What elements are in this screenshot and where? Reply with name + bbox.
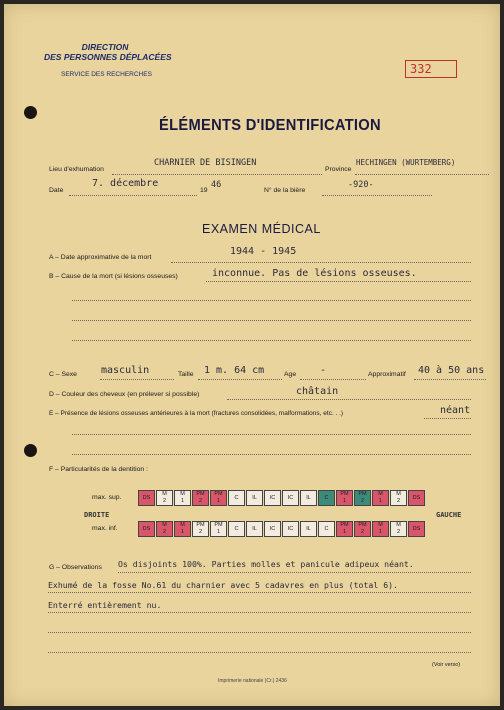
tooth-cell xyxy=(318,490,335,506)
tooth-label: IC xyxy=(269,494,276,501)
dotted-line xyxy=(206,281,471,282)
tooth-cell xyxy=(408,521,425,537)
tooth-cell xyxy=(354,521,371,537)
taille-value: 1 m. 64 cm xyxy=(204,365,265,376)
field-a-label: A – Date approximative de la mort xyxy=(49,254,152,261)
province-label: Province xyxy=(325,166,352,173)
dotted-line xyxy=(72,320,471,321)
tooth-label: PM xyxy=(340,491,349,497)
tooth-label: DS xyxy=(142,494,151,501)
tooth-cell xyxy=(390,521,407,537)
biere-value: -920- xyxy=(348,180,374,190)
printer-mark: Imprimerie nationale (Cr.) 2436 xyxy=(218,678,287,684)
field-c-label: C – Sexe xyxy=(49,371,77,378)
tooth-number: 1 xyxy=(342,498,347,504)
tooth-label: M xyxy=(378,491,383,497)
voir-verso: (Voir verso) xyxy=(432,662,461,668)
tooth-cell xyxy=(264,521,281,537)
tooth-label: M xyxy=(162,522,167,528)
taille-label: Taille xyxy=(178,371,194,378)
tooth-cell xyxy=(390,490,407,506)
tooth-number: 2 xyxy=(360,498,365,504)
section-title: EXAMEN MÉDICAL xyxy=(202,222,321,236)
tooth-cell xyxy=(156,490,173,506)
tooth-cell xyxy=(138,490,155,506)
tooth-cell xyxy=(282,490,299,506)
field-b-label: B – Cause de la mort (si lésions osseuses) xyxy=(49,273,178,280)
tooth-number: 2 xyxy=(396,498,401,504)
dotted-line xyxy=(112,174,322,175)
field-g-label: G – Observations xyxy=(49,564,102,571)
dotted-line xyxy=(72,434,471,435)
dotted-line xyxy=(72,340,471,341)
tooth-label: IC xyxy=(269,525,276,532)
gauche-label: GAUCHE xyxy=(436,511,462,519)
tooth-number: 1 xyxy=(216,529,221,535)
tooth-label: PM xyxy=(196,491,205,497)
field-e-value: néant xyxy=(440,405,471,416)
field-e-label: E – Présence de lésions osseuses antérieures à la mort (fractures consolidées, malformations, etc. . .) xyxy=(49,410,344,417)
dotted-line xyxy=(48,592,471,593)
tooth-cell xyxy=(156,521,173,537)
tooth-cell xyxy=(228,521,245,537)
header-department: DES PERSONNES DÉPLACÉES xyxy=(44,52,172,62)
tooth-number: 2 xyxy=(198,529,203,535)
tooth-cell xyxy=(174,490,191,506)
tooth-label: IL xyxy=(252,525,257,532)
max-inf-label: max. inf. xyxy=(92,525,118,532)
file-number-stamp: 332 xyxy=(405,60,457,78)
punch-hole xyxy=(24,444,37,457)
lieu-label: Lieu d'exhumation xyxy=(49,166,104,173)
tooth-label: IL xyxy=(306,494,311,501)
tooth-label: C xyxy=(234,494,239,501)
dotted-line xyxy=(48,652,471,653)
tooth-cell xyxy=(300,490,317,506)
tooth-number: 2 xyxy=(162,498,167,504)
approx-value: 40 à 50 ans xyxy=(418,365,485,376)
header-service: SERVICE DES RECHERCHES xyxy=(61,71,152,78)
tooth-label: PM xyxy=(358,491,367,497)
tooth-number: 2 xyxy=(360,529,365,535)
dotted-line xyxy=(69,195,197,196)
tooth-cell xyxy=(372,490,389,506)
dotted-line xyxy=(227,399,471,400)
tooth-label: M xyxy=(396,491,401,497)
tooth-cell xyxy=(192,521,209,537)
tooth-cell xyxy=(282,521,299,537)
field-d-value: châtain xyxy=(296,386,339,397)
dotted-line xyxy=(424,418,471,419)
dotted-line xyxy=(355,174,489,175)
tooth-number: 2 xyxy=(396,529,401,535)
tooth-number: 2 xyxy=(198,498,203,504)
tooth-cell xyxy=(210,490,227,506)
tooth-label: IC xyxy=(287,494,294,501)
dotted-line xyxy=(72,454,471,455)
tooth-label: C xyxy=(324,494,329,501)
tooth-label: IL xyxy=(252,494,257,501)
tooth-label: PM xyxy=(358,522,367,528)
tooth-label: IL xyxy=(306,525,311,532)
tooth-number: 1 xyxy=(378,498,383,504)
tooth-cell xyxy=(264,490,281,506)
dotted-line xyxy=(322,195,432,196)
field-d-label: D – Couleur des cheveux (en prélever si possible) xyxy=(49,391,200,398)
tooth-label: PM xyxy=(340,522,349,528)
tooth-cell xyxy=(246,521,263,537)
tooth-label: M xyxy=(180,522,185,528)
tooth-cell xyxy=(318,521,335,537)
droite-label: DROITE xyxy=(84,511,110,519)
date-value: 7. décembre xyxy=(92,178,159,189)
tooth-number: 1 xyxy=(180,498,185,504)
field-a-value: 1944 - 1945 xyxy=(230,246,297,257)
dotted-line xyxy=(171,262,471,263)
header-direction: DIRECTION xyxy=(81,42,129,52)
dotted-line xyxy=(118,572,471,573)
tooth-cell xyxy=(246,490,263,506)
tooth-cell xyxy=(192,490,209,506)
date-label: Date xyxy=(49,187,64,194)
tooth-cell xyxy=(336,521,353,537)
province-value: HECHINGEN (WURTEMBERG) xyxy=(356,158,456,167)
observation-line-3: Enterré entièrement nu. xyxy=(48,600,162,610)
page-title: ÉLÉMENTS D'IDENTIFICATION xyxy=(159,117,381,134)
field-b-value: inconnue. Pas de lésions osseuses. xyxy=(212,268,417,279)
dotted-line xyxy=(100,379,174,380)
tooth-cell xyxy=(174,521,191,537)
tooth-label: PM xyxy=(196,522,205,528)
dotted-line xyxy=(300,379,366,380)
tooth-cell xyxy=(228,490,245,506)
observation-line-2: Exhumé de la fosse No.61 du charnier avec 5 cadavres en plus (total 6). xyxy=(48,580,398,590)
dotted-line xyxy=(198,379,282,380)
tooth-number: 1 xyxy=(378,529,383,535)
dotted-line xyxy=(414,379,486,380)
form-sheet xyxy=(4,4,500,706)
tooth-number: 1 xyxy=(342,529,347,535)
tooth-label: M xyxy=(162,491,167,497)
dotted-line xyxy=(48,632,471,633)
tooth-cell xyxy=(372,521,389,537)
tooth-label: DS xyxy=(412,525,421,532)
tooth-cell xyxy=(354,490,371,506)
dotted-line xyxy=(72,300,471,301)
observation-line-1: Os disjoints 100%. Parties molles et panicule adipeux néant. xyxy=(118,559,414,569)
tooth-cell xyxy=(210,521,227,537)
tooth-number: 2 xyxy=(162,529,167,535)
punch-hole xyxy=(24,106,37,119)
field-c-value: masculin xyxy=(101,365,150,376)
year-prefix: 19 xyxy=(200,187,208,194)
tooth-cell xyxy=(336,490,353,506)
tooth-label: M xyxy=(378,522,383,528)
lieu-value: CHARNIER DE BISINGEN xyxy=(154,158,257,168)
age-label: Age xyxy=(284,371,297,378)
tooth-label: DS xyxy=(412,494,421,501)
tooth-label: DS xyxy=(142,525,151,532)
age-value: - xyxy=(320,365,327,376)
tooth-cell xyxy=(138,521,155,537)
tooth-label: PM xyxy=(214,522,223,528)
tooth-label: M xyxy=(396,522,401,528)
tooth-number: 1 xyxy=(216,498,221,504)
tooth-number: 1 xyxy=(180,529,185,535)
field-f-label: F – Particularités de la dentition : xyxy=(49,466,148,473)
tooth-label: PM xyxy=(214,491,223,497)
tooth-label: M xyxy=(180,491,185,497)
biere-label: N° de la bière xyxy=(264,187,306,194)
max-sup-label: max. sup. xyxy=(92,494,122,501)
tooth-cell xyxy=(300,521,317,537)
year-value: 46 xyxy=(211,180,222,190)
tooth-label: C xyxy=(234,525,239,532)
approx-label: Approximatif xyxy=(368,371,406,378)
dotted-line xyxy=(48,612,471,613)
tooth-label: C xyxy=(324,525,329,532)
tooth-label: IC xyxy=(287,525,294,532)
tooth-cell xyxy=(408,490,425,506)
